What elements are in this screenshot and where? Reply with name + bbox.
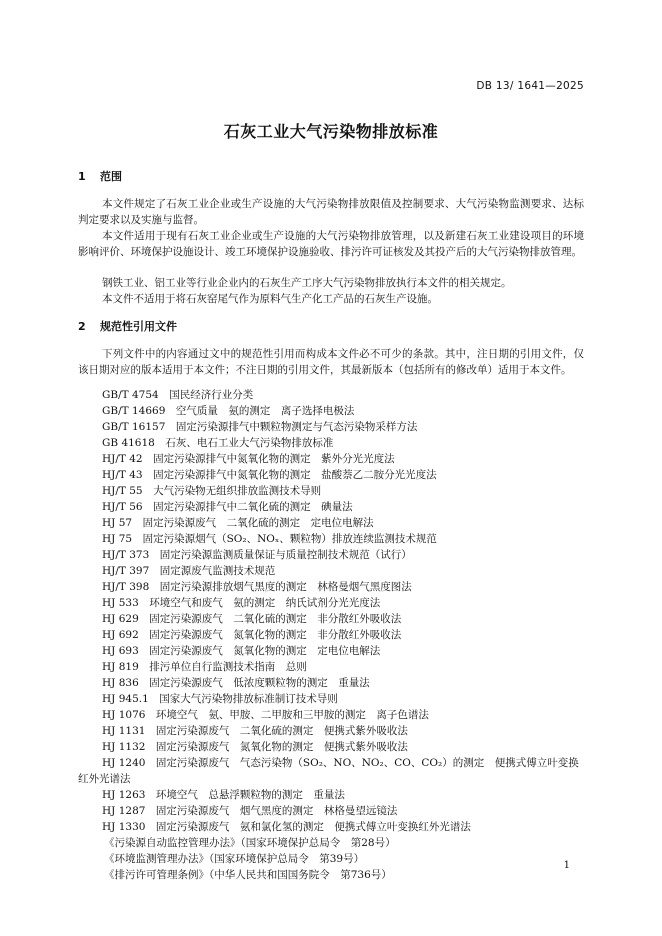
reference-item: HJ 75 固定污染源烟气（SO₂、NOₓ、颗粒物）排放连续监测技术规范 [102,533,437,545]
reference-item: HJ 1132 固定污染源废气 氮氧化物的测定 便携式紫外吸收法 [102,741,408,753]
reference-item: HJ 1263 环境空气 总悬浮颗粒物的测定 重量法 [102,789,345,801]
section-1-paragraph: 钢铁工业、铝工业等行业企业内的石灰生产工序大气污染物排放执行本文件的相关规定。 [102,277,512,289]
section-2-title: 规范性引用文件 [100,320,177,333]
document-title: 石灰工业大气污染物排放标准 [223,122,439,141]
page-number: 1 [563,860,570,871]
regulation-item: 《环境监测管理办法》（国家环境保护总局令 第39号） [104,853,365,865]
reference-item: HJ/T 397 固定源废气监测技术规范 [102,565,276,577]
section-2-intro: 下列文件中的内容通过文中的规范性引用而构成本文件必不可少的条款。其中，注日期的引用文件，仅该日期对应的版本适用于本文件；不注日期的引用文件，其最新版本（包括所有的修改单）适用于本文件。 [78,348,584,376]
reference-item: HJ 945.1 国家大气污染物排放标准制订技术导则 [102,693,338,705]
section-1-paragraph: 本文件不适用于将石灰窑尾气作为原料气生产化工产品的石灰生产设施。 [102,293,438,305]
reference-item: GB/T 14669 空气质量 氨的测定 离子选择电极法 [102,405,355,417]
reference-item: HJ/T 373 固定污染源监测质量保证与质量控制技术规范（试行） [102,549,412,561]
reference-item: HJ/T 42 固定污染源排气中氮氧化物的测定 紫外分光光度法 [102,453,395,465]
reference-item: HJ 57 固定污染源废气 二氧化硫的测定 定电位电解法 [102,517,374,529]
reference-item: HJ 1330 固定污染源废气 氨和氯化氢的测定 便携式傅立叶变换红外光谱法 [102,821,471,833]
reference-item: HJ 629 固定污染源废气 二氧化硫的测定 非分散红外吸收法 [102,613,402,625]
reference-item: HJ 836 固定污染源废气 低浓度颗粒物的测定 重量法 [102,677,370,689]
reference-long-line-1: HJ 1240 固定污染源废气 气态污染物（SO₂、NO、NO₂、CO、CO₂）的测定 便携式傅立叶变换 [102,757,579,769]
reference-item-long [78,755,584,787]
regulation-item: 《污染源自动监控管理办法》（国家环境保护总局令 第28号） [104,837,396,849]
reference-item: HJ/T 56 固定污染源排气中二氧化硫的测定 碘量法 [102,501,353,513]
reference-item: HJ 1287 固定污染源废气 烟气黑度的测定 林格曼望远镜法 [102,805,398,817]
section-1-paragraph: 本文件规定了石灰工业企业或生产设施的大气污染物排放限值及控制要求、大气污染物监测要求、达标判定要求以及实施与监督。 [78,198,584,226]
reference-item: GB 41618 石灰、电石工业大气污染物排放标准 [102,437,334,449]
section-1-heading [78,168,122,184]
reference-item: HJ 1131 固定污染源废气 二氧化硫的测定 便携式紫外吸收法 [102,725,408,737]
reference-item: HJ/T 398 固定污染源排放烟气黑度的测定 林格曼烟气黑度图法 [102,581,412,593]
reference-item: HJ/T 43 固定污染源排气中氮氧化物的测定 盐酸萘乙二胺分光光度法 [102,469,437,481]
normative-reference-list [78,387,584,883]
section-1-title: 范围 [100,170,122,183]
reference-item: GB/T 16157 固定污染源排气中颗粒物测定与气态污染物采样方法 [102,421,418,433]
standard-code: DB 13/ 1641—2025 [476,80,584,92]
reference-item: HJ 819 排污单位自行监测技术指南 总则 [102,661,307,673]
section-2-heading [78,318,177,334]
reference-item: HJ/T 55 大气污染物无组织排放监测技术导则 [102,485,322,497]
section-1-number: 1 [78,170,86,183]
reference-item: HJ 1076 环境空气 氨、甲胺、二甲胺和三甲胺的测定 离子色谱法 [102,709,429,721]
section-1-paragraph: 本文件适用于现有石灰工业企业或生产设施的大气污染物排放管理，以及新建石灰工业建设项目的环境影响评价、环境保护设施设计、竣工环境保护设施验收、排污许可证核发及其投产后的大气污染物排放管理。 [78,230,584,258]
regulation-item: 《排污许可管理条例》（中华人民共和国国务院令 第736号） [104,869,392,881]
reference-item: HJ 692 固定污染源废气 氮氧化物的测定 非分散红外吸收法 [102,629,402,641]
reference-item: GB/T 4754 国民经济行业分类 [102,389,254,401]
reference-long-line-2: 红外光谱法 [78,773,131,785]
reference-item: HJ 693 固定污染源废气 氮氧化物的测定 定电位电解法 [102,645,381,657]
section-2-number: 2 [78,320,86,333]
reference-item: HJ 533 环境空气和废气 氨的测定 纳氏试剂分光光度法 [102,597,381,609]
